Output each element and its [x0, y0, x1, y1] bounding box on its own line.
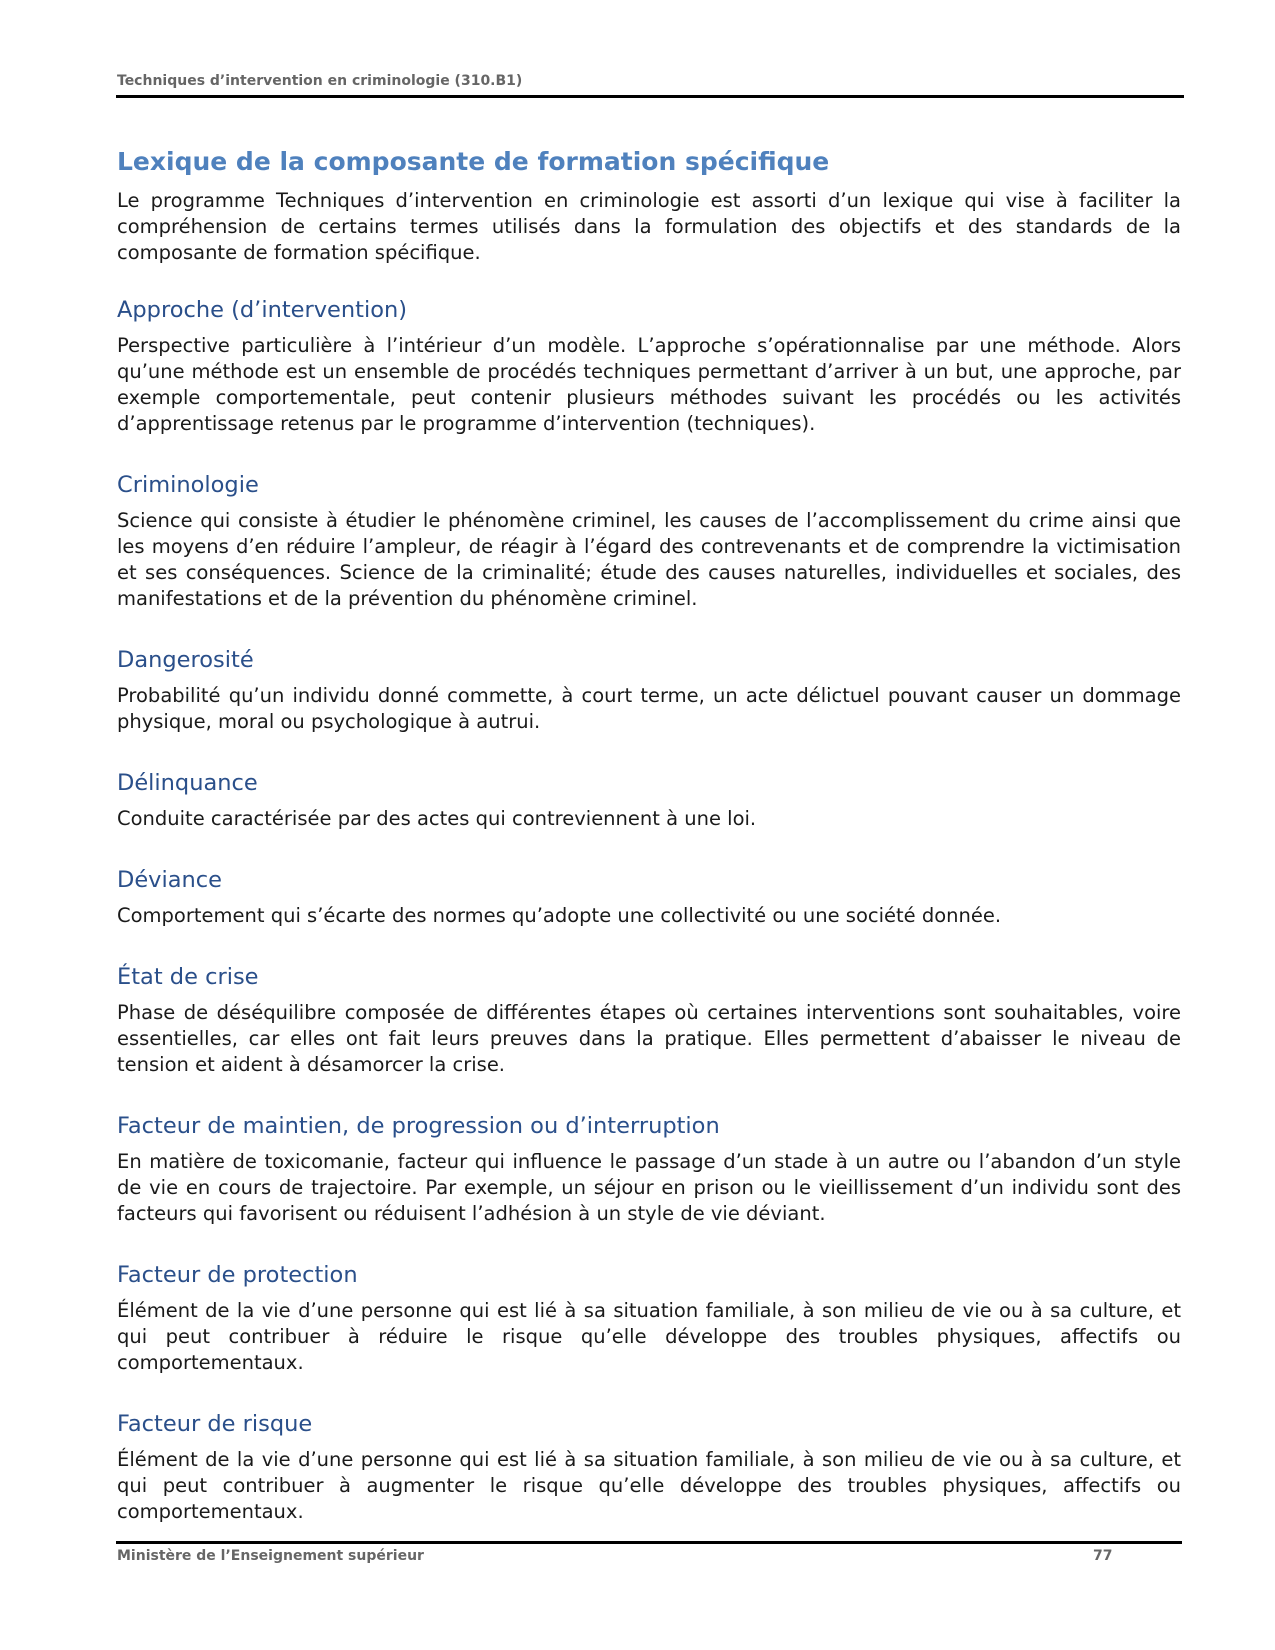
lexicon-entry	[117, 296, 1181, 437]
lexicon-term: Facteur de protection	[117, 1262, 358, 1288]
intro-paragraph: Le programme Techniques d’intervention en criminologie est assorti d’un lexique qui vise à faciliter la compréhension de certains termes utilisés dans la formulation des objectifs et des standards de la composante de formation spécifique.	[117, 189, 1181, 264]
footer-publisher: Ministère de l’Enseignement supérieur	[117, 1548, 424, 1564]
lexicon-entry	[117, 769, 1181, 832]
lexicon-entry	[117, 646, 1181, 735]
lexicon-term: Facteur de risque	[117, 1411, 313, 1437]
lexicon-entry	[117, 1112, 1181, 1227]
lexicon-entry	[117, 1261, 1181, 1376]
lexicon-term: Dangerosité	[117, 647, 254, 673]
lexicon-entry	[117, 963, 1181, 1078]
lexicon-term: Délinquance	[117, 770, 258, 796]
lexicon-term: Approche (d’intervention)	[117, 297, 408, 323]
lexicon-entry	[117, 471, 1181, 612]
footer-divider	[116, 1541, 1182, 1544]
page-number: 77	[1093, 1548, 1113, 1564]
header-divider	[116, 95, 1184, 98]
lexicon-term: État de crise	[117, 964, 259, 990]
lexicon-definition: Conduite caractérisée par des actes qui contreviennent à une loi.	[117, 807, 757, 830]
lexicon-definition: En matière de toxicomanie, facteur qui influence le passage d’un stade à un autre ou l’abandon d’un style de vie en cours de trajectoire. Par exemple, un séjour en prison ou le vieillissement d’un individu sont des facteurs qui favorisent ou réduisent l’adhésion à un style de vie déviant.	[117, 1150, 1181, 1225]
lexicon-term: Criminologie	[117, 472, 259, 498]
page-title: Lexique de la composante de formation spécifique	[117, 147, 830, 176]
lexicon-definition: Élément de la vie d’une personne qui est lié à sa situation familiale, à son milieu de vie ou à sa culture, et qui peut contribuer à réduire le risque qu’elle développe des troubles physiques, affectifs ou comportementaux.	[117, 1299, 1181, 1374]
main-content	[117, 146, 1181, 1559]
lexicon-definition: Probabilité qu’un individu donné commette, à court terme, un acte délictuel pouvant causer un dommage physique, moral ou psychologique à autrui.	[117, 684, 1181, 733]
running-header: Techniques d’intervention en criminologie (310.B1)	[117, 73, 523, 89]
lexicon-definition: Science qui consiste à étudier le phénomène criminel, les causes de l’accomplissement du crime ainsi que les moyens d’en réduire l’ampleur, de réagir à l’égard des contrevenants et de comprendre la victimisation et ses conséquences. Science de la criminalité; étude des causes naturelles, individuelles et sociales, des manifestations et de la prévention du phénomène criminel.	[117, 509, 1181, 610]
lexicon-definition: Perspective particulière à l’intérieur d’un modèle. L’approche s’opérationnalise par une méthode. Alors qu’une méthode est un ensemble de procédés techniques permettant d’arriver à un but, une approche, par exemple comportementale, peut contenir plusieurs méthodes suivant les procédés ou les activités d’apprentissage retenus par le programme d’intervention (techniques).	[117, 334, 1181, 435]
lexicon-term: Facteur de maintien, de progression ou d’interruption	[117, 1113, 720, 1139]
lexicon-definition: Élément de la vie d’une personne qui est lié à sa situation familiale, à son milieu de vie ou à sa culture, et qui peut contribuer à augmenter le risque qu’elle développe des troubles physiques, affectifs ou comportementaux.	[117, 1448, 1181, 1523]
lexicon-definition: Phase de déséquilibre composée de différentes étapes où certaines interventions sont souhaitables, voire essentielles, car elles ont fait leurs preuves dans la pratique. Elles permettent d’abaisser le niveau de tension et aident à désamorcer la crise.	[117, 1001, 1181, 1076]
lexicon-definition: Comportement qui s’écarte des normes qu’adopte une collectivité ou une société donnée.	[117, 904, 1002, 927]
lexicon-entry	[117, 866, 1181, 929]
lexicon-term: Déviance	[117, 867, 222, 893]
lexicon-entry	[117, 1410, 1181, 1525]
